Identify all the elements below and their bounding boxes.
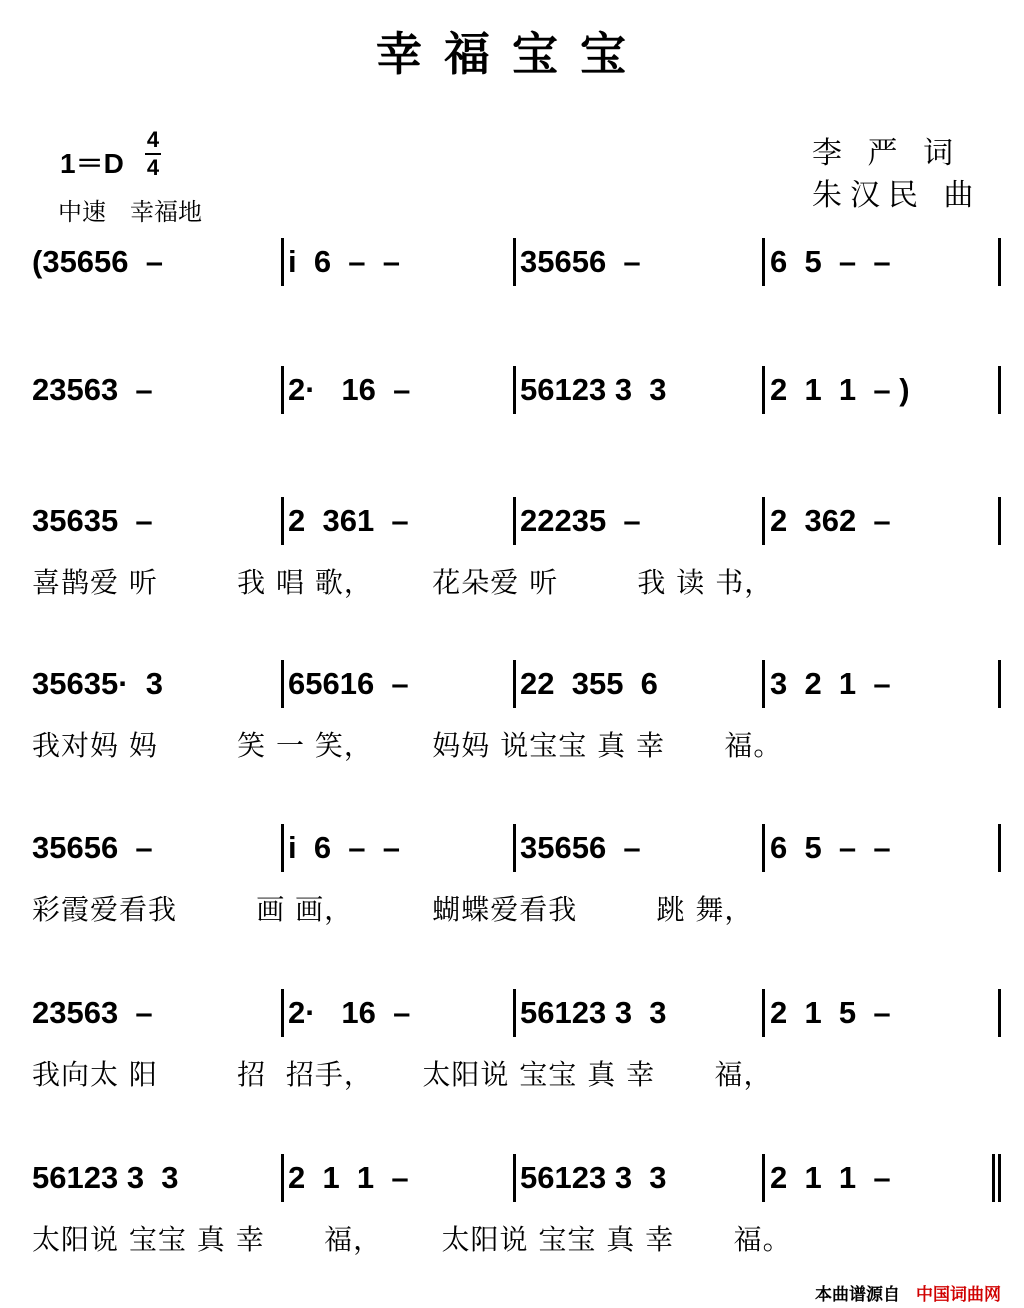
barline	[513, 1154, 516, 1202]
lyrics-line: 太阳说 宝宝 真 幸 福， 太阳说 宝宝 真 幸 福。	[32, 1223, 792, 1256]
barline	[513, 989, 516, 1037]
barline	[281, 238, 284, 286]
barline	[762, 497, 765, 545]
song-title: 幸福宝宝	[376, 27, 648, 81]
measure: 56123 3 3	[520, 995, 667, 1030]
barline	[762, 660, 765, 708]
measure: 2 1 5 –	[770, 995, 891, 1030]
measure: 35656 –	[520, 244, 641, 279]
barline	[998, 989, 1001, 1037]
measure: (35656 –	[32, 244, 163, 279]
measure: 2· 16 –	[288, 995, 411, 1030]
barline	[762, 238, 765, 286]
barline	[281, 366, 284, 414]
final-barline	[992, 1154, 995, 1202]
barline	[513, 238, 516, 286]
time-signature	[145, 128, 161, 180]
lyrics-line: 我对妈 妈 笑 一 笑， 妈妈 说宝宝 真 幸 福。	[32, 729, 783, 762]
barline	[762, 824, 765, 872]
measure: 2 361 –	[288, 503, 409, 538]
time-signature-top: 4	[146, 127, 160, 152]
measure: 2 1 1 –	[288, 1160, 409, 1195]
barline	[998, 238, 1001, 286]
barline	[998, 824, 1001, 872]
barline	[513, 497, 516, 545]
measure: i 6 – –	[288, 244, 401, 279]
barline	[762, 1154, 765, 1202]
barline	[762, 366, 765, 414]
barline	[281, 1154, 284, 1202]
lyrics-line: 喜鹊爱 听 我 唱 歌， 花朵爱 听 我 读 书，	[32, 566, 774, 599]
measure: 22235 –	[520, 503, 641, 538]
measure: 2· 16 –	[288, 372, 411, 407]
barline	[998, 497, 1001, 545]
measure: 56123 3 3	[520, 1160, 667, 1195]
barline	[281, 989, 284, 1037]
source-footer	[815, 1280, 1001, 1305]
measure: 35656 –	[32, 830, 153, 865]
measure: 22 355 6	[520, 666, 658, 701]
barline	[513, 366, 516, 414]
time-signature-bottom: 4	[146, 155, 160, 180]
source-label: 本曲谱源自	[815, 1285, 900, 1305]
key-signature: 1＝D	[60, 148, 124, 179]
barline	[281, 824, 284, 872]
measure: 35635 –	[32, 503, 153, 538]
lyrics-line: 我向太 阳 招 招手， 太阳说 宝宝 真 幸 福，	[32, 1058, 773, 1091]
barline	[281, 497, 284, 545]
measure: 65616 –	[288, 666, 409, 701]
measure: 2 362 –	[770, 503, 891, 538]
measure: 6 5 – –	[770, 244, 891, 279]
measure: 3 2 1 –	[770, 666, 891, 701]
measure: i 6 – –	[288, 830, 401, 865]
barline	[762, 989, 765, 1037]
measure: 2 1 1 –	[770, 1160, 891, 1195]
tempo-marking: 中速 幸福地	[58, 198, 202, 226]
barline	[281, 660, 284, 708]
measure: 23563 –	[32, 995, 153, 1030]
barline	[513, 824, 516, 872]
barline	[998, 366, 1001, 414]
measure: 56123 3 3	[520, 372, 667, 407]
measure: 35635· 3	[32, 666, 163, 701]
measure: 2 1 1 – )	[770, 372, 910, 407]
measure: 23563 –	[32, 372, 153, 407]
measure: 35656 –	[520, 830, 641, 865]
measure: 56123 3 3	[32, 1160, 179, 1195]
lyrics-line: 彩霞爱看我 画 画， 蝴蝶爱看我 跳 舞，	[32, 893, 754, 926]
measure: 6 5 – –	[770, 830, 891, 865]
barline	[513, 660, 516, 708]
barline	[998, 1154, 1001, 1202]
barline	[998, 660, 1001, 708]
source-site: 中国词曲网	[916, 1285, 1001, 1305]
composer-credit: 朱汉民 曲	[812, 178, 982, 213]
lyricist-credit: 李 严 词	[812, 136, 962, 171]
